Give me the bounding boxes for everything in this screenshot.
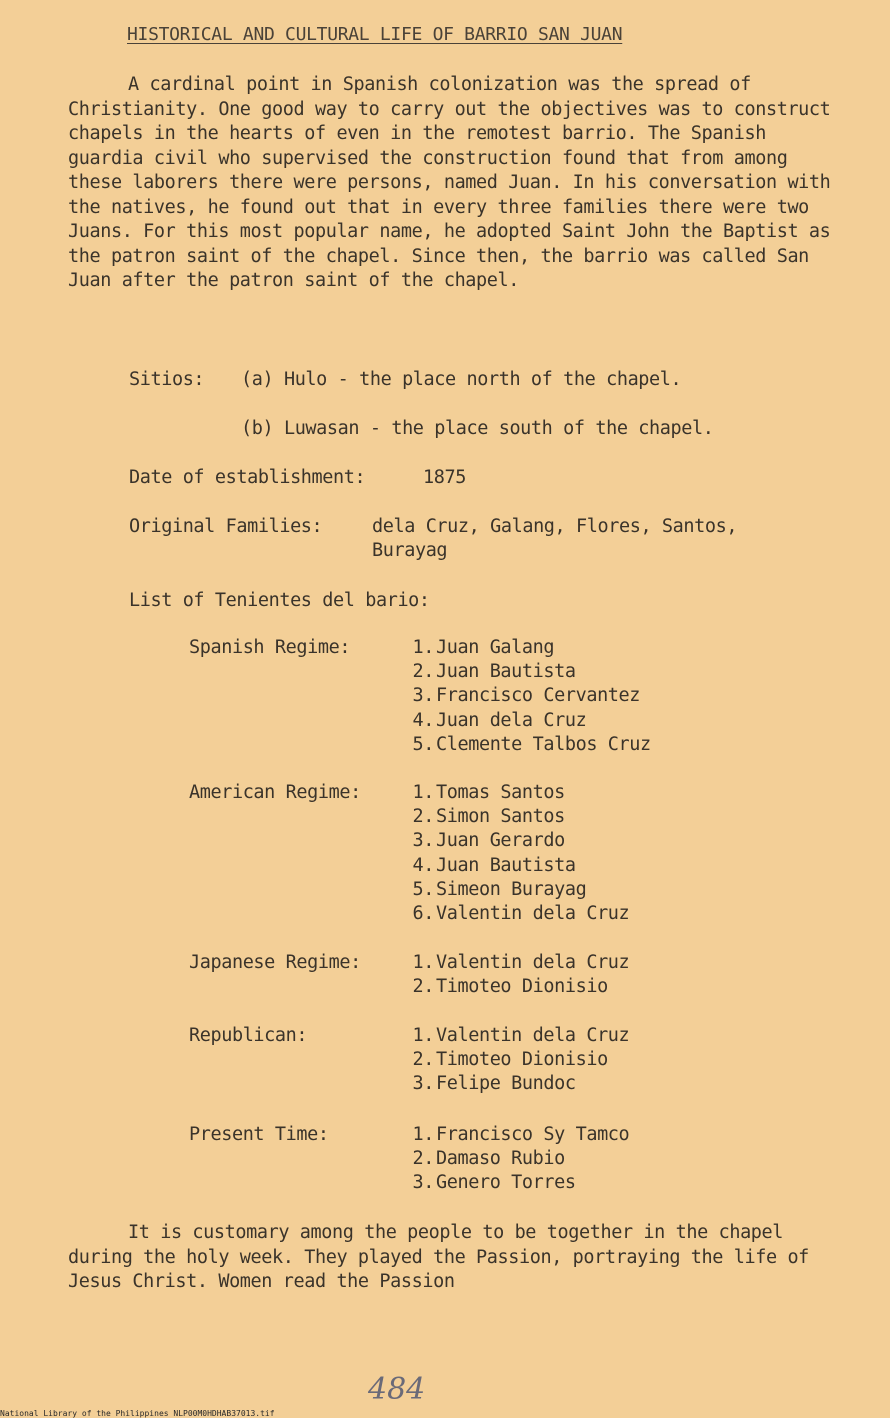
teniente-number: 3. (412, 1073, 434, 1095)
sitio-a: (a) Hulo - the place north of the chapel. (241, 369, 682, 390)
teniente-row (380, 661, 651, 685)
teniente-row (380, 637, 651, 661)
teniente-row (380, 806, 629, 830)
teniente-row (380, 782, 629, 806)
teniente-name: Juan Gerardo (436, 830, 565, 852)
teniente-number: 3. (412, 685, 434, 707)
teniente-number: 1. (412, 1025, 434, 1046)
teniente-number: 5. (412, 878, 434, 900)
regime-names (380, 1025, 629, 1098)
teniente-row (380, 1124, 629, 1148)
teniente-name: Juan Bautista (436, 854, 576, 876)
teniente-name: Simon Santos (436, 806, 565, 828)
teniente-number: 1. (412, 637, 434, 658)
regime-names (380, 952, 629, 1000)
teniente-row (380, 685, 651, 709)
regime-label: American Regime: (189, 782, 361, 803)
teniente-row (380, 1148, 629, 1172)
teniente-row (380, 1049, 629, 1073)
regime-label: Japanese Regime: (189, 952, 361, 973)
teniente-name: Francisco Sy Tamco (436, 1124, 630, 1145)
teniente-number: 4. (412, 854, 434, 876)
teniente-name: Valentin dela Cruz (436, 952, 630, 973)
teniente-name: Juan Galang (436, 637, 555, 658)
regime-label: Republican: (189, 1025, 308, 1046)
teniente-row (380, 976, 629, 1000)
closing-paragraph (68, 1221, 848, 1295)
original-families-line2: Burayag (372, 540, 448, 561)
sitios-label: Sitios: (129, 369, 205, 390)
establishment-value: 1875 (423, 467, 466, 488)
teniente-name: Damaso Rubio (436, 1148, 565, 1170)
teniente-number: 2. (412, 1049, 434, 1071)
teniente-number: 5. (412, 733, 434, 755)
teniente-number: 6. (412, 902, 434, 924)
teniente-number: 2. (412, 806, 434, 828)
establishment-label: Date of establishment: (129, 467, 366, 488)
teniente-name: Felipe Bundoc (436, 1073, 576, 1095)
teniente-name: Valentin dela Cruz (436, 902, 630, 924)
teniente-number: 1. (412, 952, 434, 973)
page-number: 484 (368, 1372, 426, 1407)
teniente-row (380, 903, 629, 927)
tenientes-heading: List of Tenientes del bario: (129, 590, 430, 611)
intro-text: A cardinal point in Spanish colonization was the spread of Christianity. One good way to carry out the objectives was to construct chapels in the hearts of even in the remotest barrio. The Spanish guardia civil who supervised the construction found that from among these laborers there were persons, named Juan. In his conversation with the natives, he found out that in every three families there were two Juans. For this most popular name, he adopted Saint John the Baptist as the patron saint of the chapel. Since then, the barrio was called San Juan after the patron saint of the chapel. (68, 74, 831, 291)
teniente-number: 3. (412, 1172, 434, 1194)
teniente-row (380, 879, 629, 903)
teniente-row (380, 855, 629, 879)
teniente-name: Clemente Talbos Cruz (436, 733, 651, 755)
teniente-number: 2. (412, 976, 434, 998)
teniente-number: 1. (412, 782, 434, 803)
regime-names (380, 782, 629, 927)
document-title: HISTORICAL AND CULTURAL LIFE OF BARRIO SAN JUAN (127, 24, 623, 45)
teniente-number: 1. (412, 1124, 434, 1145)
teniente-number: 2. (412, 661, 434, 683)
teniente-name: Valentin dela Cruz (436, 1025, 630, 1046)
original-families-line1: dela Cruz, Galang, Flores, Santos, (372, 516, 738, 537)
closing-text: It is customary among the people to be together in the chapel during the holy week. They played the Passion, portraying the life of Jesus Christ. Women read the Passion (68, 1222, 809, 1292)
original-families-label: Original Families: (129, 516, 323, 537)
teniente-row (380, 830, 629, 854)
teniente-name: Juan Bautista (436, 661, 576, 683)
teniente-name: Tomas Santos (436, 782, 565, 803)
teniente-name: Genero Torres (436, 1172, 576, 1194)
teniente-name: Juan dela Cruz (436, 709, 587, 731)
teniente-row (380, 1172, 629, 1196)
teniente-row (380, 1025, 629, 1049)
regime-names (380, 1124, 629, 1197)
teniente-row (380, 710, 651, 734)
teniente-number: 3. (412, 830, 434, 852)
teniente-row (380, 734, 651, 758)
regime-names (380, 637, 651, 758)
teniente-name: Timoteo Dionisio (436, 1049, 608, 1071)
teniente-number: 4. (412, 709, 434, 731)
intro-paragraph (68, 73, 848, 294)
regime-label: Spanish Regime: (189, 637, 351, 658)
teniente-name: Timoteo Dionisio (436, 976, 608, 998)
teniente-row (380, 952, 629, 976)
regime-label: Present Time: (189, 1124, 329, 1145)
teniente-name: Francisco Cervantez (436, 685, 641, 707)
teniente-row (380, 1073, 629, 1097)
archive-footer: National Library of the Philippines NLP00M0HDHAB37013.tif (0, 1409, 275, 1418)
teniente-name: Simeon Burayag (436, 878, 587, 900)
sitio-b: (b) Luwasan - the place south of the chapel. (241, 418, 714, 439)
teniente-number: 2. (412, 1148, 434, 1170)
